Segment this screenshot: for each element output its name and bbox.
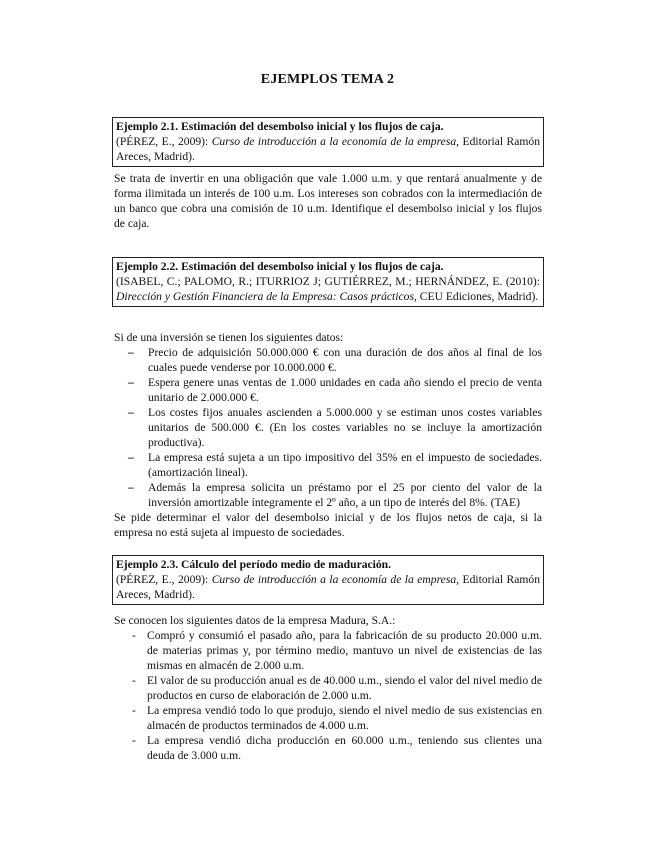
dash-bullet: – — [128, 406, 134, 419]
reference-publisher: Editorial Ramón Areces, Madrid). — [116, 573, 541, 601]
list-item — [114, 405, 542, 450]
list-item — [114, 450, 542, 480]
list-item — [114, 628, 542, 673]
heading-text: . Estimación del desembolso inicial y los flujos de caja. — [175, 260, 444, 273]
list-item — [114, 375, 542, 405]
list-item — [114, 673, 542, 703]
example-2-3-body — [114, 613, 542, 763]
list-item-text: Espera genere unas ventas de 1.000 unidades en cada año siendo el precio de venta unitario de 2.000.000 €. — [148, 376, 542, 404]
list-item-text: La empresa está sujeta a un tipo impositivo del 35% en el impuesto de sociedades. (amortización lineal). — [148, 451, 542, 479]
dash-bullet: – — [128, 376, 134, 389]
hyphen-bullet: - — [132, 629, 136, 642]
example-2-3-list — [114, 628, 542, 763]
list-item-text: La empresa vendió dicha producción en 60.000 u.m., teniendo sus clientes una deuda de 3.000 u.m. — [147, 734, 542, 762]
example-2-3-reference — [116, 572, 540, 602]
reference-book-title: Dirección y Gestión Financiera de la Empresa: Casos prácticos — [116, 290, 414, 303]
list-item — [114, 345, 542, 375]
list-item-text: Además la empresa solicita un préstamo por el 25 por ciento del valor de la inversión amortizable íntegramente el 2º año, a un tipo de interés del 8%. (TAE) — [148, 481, 542, 509]
list-item — [114, 703, 542, 733]
dash-bullet: – — [128, 346, 134, 359]
reference-publisher: Editorial Ramón Areces, Madrid). — [116, 135, 541, 163]
hyphen-bullet: - — [132, 704, 136, 717]
example-2-1-box — [112, 117, 544, 167]
list-item — [114, 733, 542, 763]
example-2-1-statement: Se trata de invertir en una obligación que vale 1.000 u.m. y que rentará anualmente y de forma ilimitada un interés de 100 u.m. Los intereses son cobrados con la intermediación de un banco que cobra una comisión de 10 u.m. Identifique el desembolso inicial y los flujos de caja. — [114, 172, 542, 230]
example-2-3-box — [112, 555, 544, 605]
example-2-1-reference — [116, 134, 540, 164]
heading-number: Ejemplo 2.2 — [116, 260, 176, 273]
example-2-2-box — [112, 257, 544, 307]
example-2-1-heading: Ejemplo 2.1. Estimación del desembolso inicial y los flujos de caja. — [116, 120, 444, 133]
example-2-2-intro: Si de una inversión se tienen los siguientes datos: — [114, 331, 344, 344]
example-2-2-body — [114, 330, 542, 540]
reference-authors: (ISABEL, C.; PALOMO, R.; ITURRIOZ J; GUTIÉRREZ, M.; HERNÁNDEZ, E. (2010): — [116, 275, 540, 288]
list-item-text: Precio de adquisición 50.000.000 € con una duración de dos años al final de los cuales puede venderse por 10.000.000 €. — [148, 346, 542, 374]
example-2-3-heading: Ejemplo 2.3. Cálculo del período medio de maduración. — [116, 558, 392, 571]
example-2-3-intro: Se conocen los siguientes datos de la empresa Madura, S.A.: — [114, 614, 396, 627]
list-item-text: El valor de su producción anual es de 40.000 u.m., siendo el valor del nivel medio de productos en curso de elaboración de 2.000 u.m. — [147, 674, 542, 702]
reference-authors: (PÉREZ, E., 2009): — [116, 573, 212, 586]
page-title: EJEMPLOS TEMA 2 — [260, 72, 395, 87]
dash-bullet: – — [128, 451, 134, 464]
example-2-2-list — [114, 345, 542, 510]
list-item-text: Los costes fijos anuales ascienden a 5.000.000 y se estiman unos costes variables unitarios de 500.000 €. (En los costes variables no se incluye la amortización productiva). — [148, 406, 542, 449]
list-item-text: La empresa vendió todo lo que produjo, siendo el nivel medio de sus existencias en almacén de productos terminados de 4.000 u.m. — [147, 704, 542, 732]
reference-authors: (PÉREZ, E., 2009): — [116, 135, 212, 148]
list-item — [114, 480, 542, 510]
dash-bullet: – — [128, 481, 134, 494]
hyphen-bullet: - — [132, 734, 136, 747]
reference-publisher: , CEU Ediciones, Madrid). — [413, 290, 539, 303]
reference-book-title: Curso de introducción a la economía de la empresa, — [211, 573, 460, 586]
hyphen-bullet: - — [132, 674, 136, 687]
example-2-2-heading — [116, 259, 540, 274]
example-2-2-reference — [116, 274, 540, 304]
reference-book-title: Curso de introducción a la economía de la empresa, — [211, 135, 460, 148]
list-item-text: Compró y consumió el pasado año, para la fabricación de su producto 20.000 u.m. de materias primas y, por término medio, mantuvo un nivel de existencias de las mismas en almacén de 2.000 u.m. — [147, 629, 542, 672]
example-2-2-closing: Se pide determinar el valor del desembolso inicial y de los flujos netos de caja, si la empresa no está sujeta al impuesto de sociedades. — [114, 511, 542, 539]
